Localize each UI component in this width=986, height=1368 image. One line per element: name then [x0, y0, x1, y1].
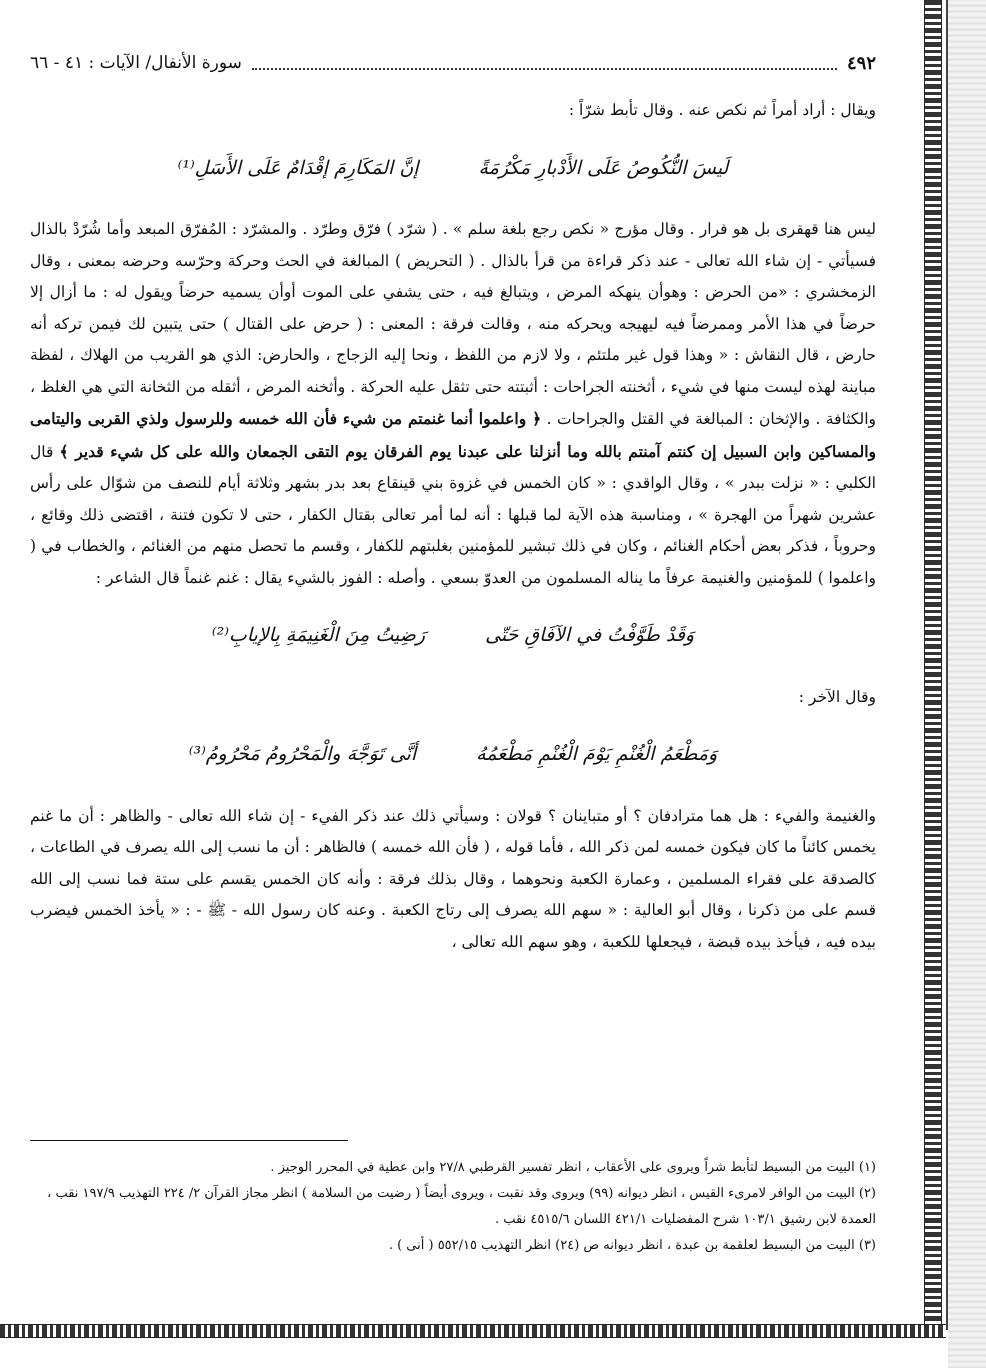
footnote-divider — [30, 1140, 348, 1141]
footnotes — [30, 1155, 876, 1259]
poetry-verse-3 — [30, 739, 876, 771]
verse-2-first-hemistich: وَقَدْ طَوَّفْتُ في الآفَاقِ حَتّى — [485, 624, 695, 646]
commentary-text-a: ليس هنا قهقرى بل هو فرار . وقال مؤرج « نكص رجع بلغة سلم » . ( شرّد ) فرّق وطرّد . والمشرّد : المُفرّق المبعد وأما شُرّدْ بالذال فسيأتي - إن شاء الله تعالى - عند ذكر قراءة من قرأ بالذال . ( التحريض ) المبالغة في الحث وحركة وحرّسه وحرضه بمعنى ، وقال الزمخشري : «من الحرض : وهوأن ينهكه المرض ، ويتبالغ فيه ، حتى يشفي على الموت أوأن يسميه حرضاً ويقول له : ما أزال إلا حرضاً في هذا الأمر وممرضاً فيه ليهيجه ويحركه منه ، وقالت فرقة : المعنى : ( حرض على القتال ) حتى يتبين لك فيمن تركه أنه حارض ، قال النقاش : « وهذا قول غير ملتئم ، ولا لازم من اللفظ ، ونحا إليه الزجاج ، والحارض: الذي هو القريب من الهلاك ، لفظة مباينة لهذه ليست منها في شيء ، أثخنته الجراحات : أثبتته حتى تثقل عليه الحركة . وأثخنه المرض ، أثقله من الثخانة التي هي الغلظ ، والكثافة . والإثخان : المبالغة في القتل والجراحات . — [30, 220, 877, 428]
border-rule-right — [946, 0, 948, 1330]
verse-1-first-hemistich: لَيسَ النُّكُوصُ عَلَى الأَدْبارِ مَكْرُمَةً — [478, 156, 729, 179]
decorative-chain-border-right — [924, 0, 942, 1330]
running-header — [30, 48, 876, 78]
footnote-3: (٣) البيت من البسيط لعلقمة بن عبدة ، انظر ديوانه ص (٢٤) انظر التهذيب ٥٥٢/١٥ ( أنى ) . — [388, 1238, 876, 1253]
intro-line: ويقال : أراد أمراً ثم نكص عنه . وقال تأبط شرّاً : — [568, 101, 876, 119]
page-number: ٤٩٢ — [846, 52, 876, 74]
another-poet-line: وقال الآخر : — [798, 687, 876, 706]
dotted-leader — [252, 56, 837, 70]
quran-verse: ﴿ واعلموا أنما غنمتم من شيء فأن الله خمسه وللرسول ولذي القربى واليتامى والمساكين وابن السبيل إن كنتم آمنتم بالله وما أنزلنا على عبدنا يوم الفرقان يوم التقى الجمعان والله على كل شيء قدير ﴾ — [30, 409, 876, 461]
commentary-paragraph-1 — [30, 214, 876, 594]
verse-3-first-hemistich: وَمَطْعَمُ الْغُنْمِ يَوْمَ الْغُنْمِ مَطْعَمُهُ — [476, 743, 718, 765]
verse-1-second-hemistich: إنَّ المَكَارِمَ إقْدَامٌ عَلَى الأَسَلِ⁽¹⁾ — [177, 156, 419, 179]
verse-2-second-hemistich: رَضِيتُ مِنَ الْغَنِيمَةِ بِالإيابِ⁽²⁾ — [211, 624, 426, 646]
footnote-1: (١) البيت من البسيط لتأبط شراً ويروى على الأعقاب ، انظر تفسير القرطبي ٢٧/٨ وابن عطية في المحرر الوجيز . — [270, 1160, 876, 1175]
poetry-verse-1 — [30, 153, 876, 185]
decorative-chain-border-bottom — [0, 1324, 946, 1338]
commentary-paragraph-2: والغنيمة والفيء : هل هما مترادفان ؟ أو متباينان ؟ قولان : وسيأتي ذلك عند ذكر الفيء - إن شاء الله تعالى - والظاهر : أن ما غنم يخمس كائناً ما كان فيكون خمسه لمن ذكر الله ، فأما قوله ، ( فأن الله خمسه ) فالظاهر : أن ما نسب إلى الله يصرف في الطاعات ، كالصدقة على فقراء المسلمين ، وعمارة الكعبة ونحوهما ، وقال بذلك فرقة : وأنه كان الخمس يقسم على ستة فما نسب إلى الله قسم على من ذكرنا ، وقال أبو العالية : « سهم الله يصرف إلى رتاج الكعبة . وعنه كان رسول الله - ﷺ - : « يأخذ الخمس فيضرب بيده فيه ، فيأخذ بيده قبضة ، فيجعلها للكعبة ، وهو سهم الله تعالى ، — [30, 806, 876, 951]
page-edge-texture — [948, 0, 986, 1368]
poetry-verse-2 — [30, 620, 876, 652]
verse-3-second-hemistich: أنَّى تَوَجَّهَ والْمَحْرُومُ مَحْرُومُ⁽³⁾ — [188, 743, 417, 765]
main-text — [30, 95, 876, 958]
commentary-text-b: قال الكلبي : « نزلت ببدر » ، وقال الواقدي : « كان الخمس في غزوة بني قينقاع بعد بدر بشهر وثلاثة أيام للنصف من شوّال على رأس عشرين شهراً من الهجرة » ، ومناسبة هذه الآية لما قبلها : أنه لما أمر تعالى بقتال الكفار ، حتى لا تكون فتنة ، اقتضى ذلك وقائع ، وحروباً ، فذكر بعض أحكام الغنائم ، وكان في ذلك تبشير للمؤمنين بغلبتهم للكفار ، وقسم ما تحصل منهم من الغنائم ، والخطاب في ( واعلموا ) للمؤمنين والغنيمة عرفاً ما يناله المسلمون من العدوّ بسعي . وأصله : الفوز بالشيء يقال : غنم غنماً قال الشاعر : — [30, 442, 876, 587]
running-title: سورة الأنفال/ الآيات : ٤١ - ٦٦ — [30, 53, 242, 73]
book-page — [30, 0, 876, 1310]
footnote-2: (٢) البيت من الوافر لامرىء القيس ، انظر ديوانه (٩٩) ويروى وقد نقبت ، ويروى أيضاً ( رضيت من السلامة ) انظر مجاز القرآن ٢/ ٢٢٤ التهذيب ١٩٧/٩ نقب ، العمدة لابن رشيق ١٠٣/١ شرح المفضليات ٤٢١/١ اللسان ٤٥١٥/٦ نقب . — [47, 1186, 876, 1227]
